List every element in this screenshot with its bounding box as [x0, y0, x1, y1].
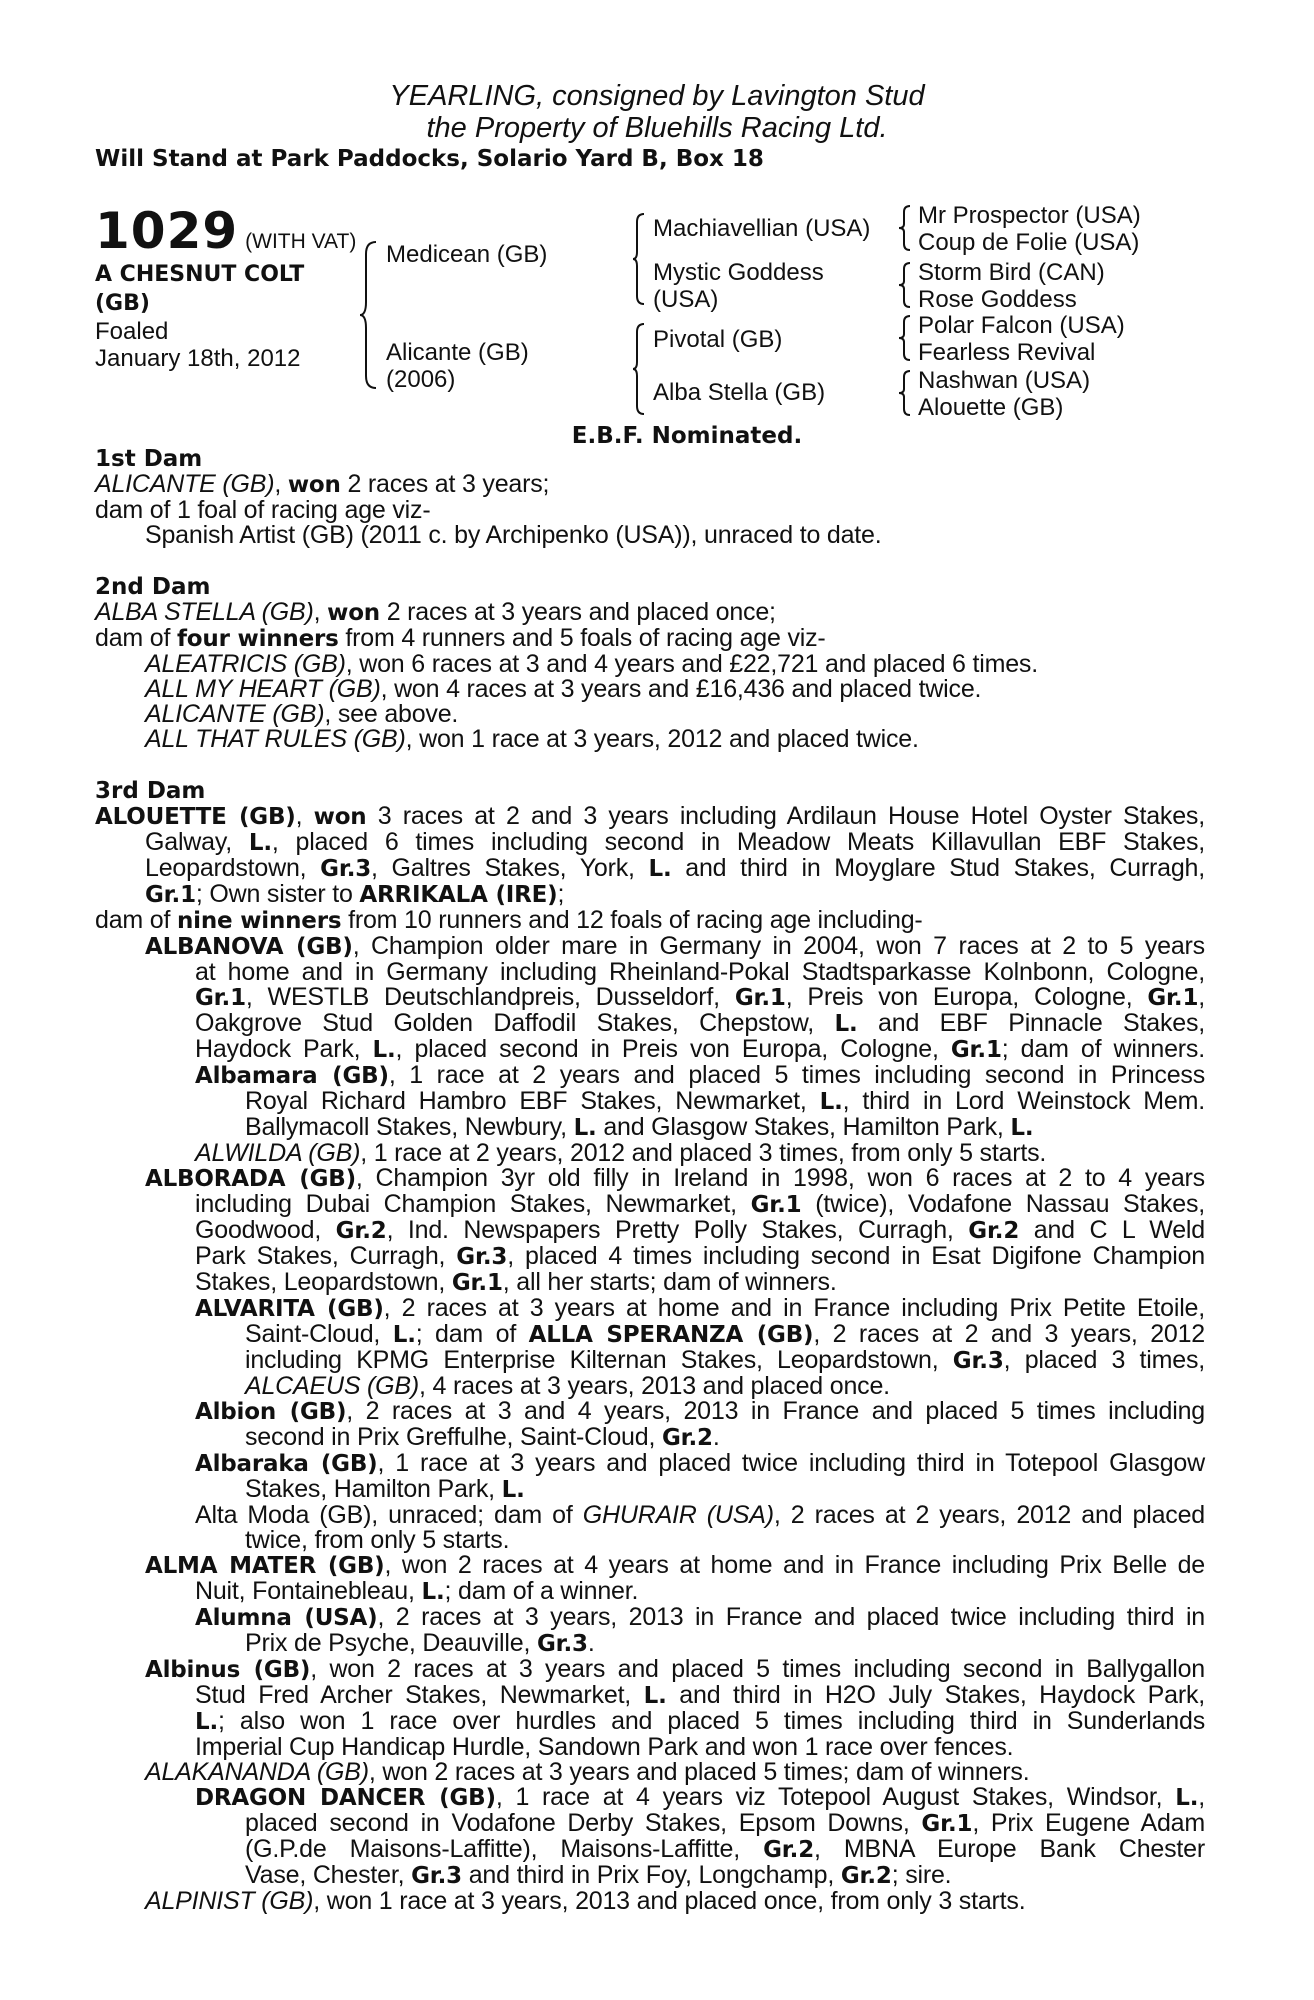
- brace-g56: [898, 314, 912, 362]
- ancestor-1: Mr Prospector (USA): [918, 202, 1141, 229]
- third-dam-section: [95, 779, 1205, 1914]
- text-line: ALCAEUS (GB), 4 races at 3 years, 2013 and placed once.: [245, 1372, 890, 1400]
- text-line: Gr.1; Own sister to ARRIKALA (IRE);: [145, 880, 565, 908]
- list-item: ALL THAT RULES (GB), won 1 race at 3 years, 2012 and placed twice.: [145, 725, 919, 753]
- sire-dam: [653, 259, 824, 313]
- list-item: Albion (GB), 2 races at 3 and 4 years, 2013 in France and placed 5 times including: [195, 1397, 1205, 1425]
- stable-location: Will Stand at Park Paddocks, Solario Yard B, Box 18: [95, 146, 764, 172]
- pedigree-brace-main: [358, 240, 380, 390]
- list-item: ALWILDA (GB), 1 race at 2 years, 2012 and placed 3 times, from only 5 starts.: [195, 1139, 1047, 1167]
- dam-name: [386, 339, 529, 393]
- ancestor-4: Rose Goddess: [918, 286, 1077, 313]
- third-dam-title: 3rd Dam: [95, 778, 206, 804]
- text-line: Imperial Cup Handicap Hurdle, Sandown Park and won 1 race over fences.: [195, 1733, 1014, 1761]
- third-dam-line: ALOUETTE (GB), won 3 races at 2 and 3 years including Ardilaun House Hotel Oyster Stakes,: [95, 802, 1205, 830]
- brace-g12: [898, 204, 912, 252]
- catalogue-header: [0, 80, 1314, 174]
- second-dam-produce-summary: dam of four winners from 4 runners and 5 foals of racing age viz-: [95, 624, 826, 652]
- text-line: Stakes, Leopardstown, Gr.1, all her starts; dam of winners.: [195, 1268, 837, 1296]
- list-item: ALPINIST (GB), won 1 race at 3 years, 2013 and placed once, from only 3 starts.: [145, 1887, 1026, 1915]
- list-item: ALBANOVA (GB), Champion older mare in Germany in 2004, won 7 races at 2 to 5 years: [145, 932, 1205, 960]
- text-line: Prix de Psyche, Deauville, Gr.3.: [245, 1629, 595, 1657]
- ancestor-6: Fearless Revival: [918, 339, 1096, 366]
- text-line: (G.P.de Maisons-Laffitte), Maisons-Laffitte, Gr.2, MBNA Europe Bank Chester: [245, 1835, 1205, 1863]
- list-item: DRAGON DANCER (GB), 1 race at 4 years viz Totepool August Stakes, Windsor, L.,: [195, 1783, 1206, 1811]
- ancestor-8: Alouette (GB): [918, 394, 1064, 421]
- text-line: twice, from only 5 starts.: [245, 1526, 510, 1554]
- text-line: Stakes, Hamilton Park, L.: [245, 1475, 525, 1503]
- text-line: L.; also won 1 race over hurdles and placed 5 times including third in Sunderlands: [195, 1707, 1205, 1735]
- pedigree-brace-dam: [632, 322, 646, 416]
- colt-origin: (GB): [95, 291, 150, 316]
- dam-year: (2006): [386, 366, 456, 393]
- list-item: ALVARITA (GB), 2 races at 3 years at home and in France including Prix Petite Etoile,: [195, 1294, 1205, 1322]
- lot-number: 1029: [95, 202, 239, 260]
- list-item: ALBORADA (GB), Champion 3yr old filly in Ireland in 1998, won 6 races at 2 to 4 years: [145, 1164, 1205, 1192]
- list-item: ALMA MATER (GB), won 2 races at 4 years at home and in France including Prix Belle de: [145, 1551, 1205, 1579]
- text-line: Stud Fred Archer Stakes, Newmarket, L. and third in H2O July Stakes, Haydock Park,: [195, 1681, 1205, 1709]
- text-line: Gr.1, WESTLB Deutschlandpreis, Dusseldorf, Gr.1, Preis von Europa, Cologne, Gr.1,: [195, 983, 1205, 1011]
- first-dam-section: [95, 447, 1205, 548]
- list-item: ALL MY HEART (GB), won 4 races at 3 years and £16,436 and placed twice.: [145, 675, 982, 703]
- lot-description: [95, 260, 355, 318]
- text-line: Haydock Park, L., placed second in Preis von Europa, Cologne, Gr.1; dam of winners.: [195, 1035, 1205, 1063]
- brace-g34: [898, 261, 912, 309]
- list-item: Albamara (GB), 1 race at 2 years and placed 5 times including second in Princess: [195, 1061, 1205, 1089]
- colt-label: A CHESNUT COLT: [95, 262, 305, 287]
- text-line: including Dubai Champion Stakes, Newmarket, Gr.1 (twice), Vodafone Nassau Stakes,: [195, 1190, 1205, 1218]
- ancestor-7: Nashwan (USA): [918, 367, 1091, 394]
- text-line: including KPMG Enterprise Kilternan Stakes, Leopardstown, Gr.3, placed 3 times,: [245, 1346, 1205, 1374]
- text-line: Leopardstown, Gr.3, Galtres Stakes, York, L. and third in Moyglare Stud Stakes, Curragh,: [145, 854, 1205, 882]
- foaled-value: January 18th, 2012: [95, 345, 301, 372]
- dam-name-text: Alicante (GB): [386, 339, 529, 366]
- ebf-nominated: E.B.F. Nominated.: [571, 423, 803, 449]
- text-line: Ballymacoll Stakes, Newbury, L. and Glasgow Stakes, Hamilton Park, L.: [245, 1113, 1034, 1141]
- sire-sire: Machiavellian (USA): [653, 215, 871, 242]
- second-dam-line: ALBA STELLA (GB), won 2 races at 3 years and placed once;: [95, 598, 776, 626]
- text-line: at home and in Germany including Rheinland-Pokal Stadtsparkasse Kolnbonn, Cologne,: [195, 958, 1205, 986]
- sire-dam-origin: (USA): [653, 286, 719, 313]
- list-item: ALICANTE (GB), see above.: [145, 700, 459, 728]
- ancestor-2: Coup de Folie (USA): [918, 229, 1140, 256]
- ancestor-3: Storm Bird (CAN): [918, 259, 1105, 286]
- first-dam-produce: Spanish Artist (GB) (2011 c. by Archipenko (USA)), unraced to date.: [145, 521, 882, 549]
- dam-dam: Alba Stella (GB): [653, 379, 826, 406]
- list-item: Albaraka (GB), 1 race at 3 years and placed twice including third in Totepool Glasgow: [195, 1449, 1205, 1477]
- second-dam-section: [95, 575, 1205, 752]
- text-line: Goodwood, Gr.2, Ind. Newspapers Pretty Polly Stakes, Curragh, Gr.2 and C L Weld: [195, 1216, 1205, 1244]
- text-line: Royal Richard Hambro EBF Stakes, Newmarket, L., third in Lord Weinstock Mem.: [245, 1087, 1205, 1115]
- sire-name: Medicean (GB): [386, 241, 548, 268]
- first-dam-foals: dam of 1 foal of racing age viz-: [95, 496, 431, 524]
- text-line: Nuit, Fontainebleau, L.; dam of a winner.: [195, 1577, 639, 1605]
- text-line: Saint-Cloud, L.; dam of ALLA SPERANZA (GB), 2 races at 2 and 3 years, 2012: [245, 1320, 1206, 1348]
- ancestor-5: Polar Falcon (USA): [918, 312, 1125, 339]
- text-line: Oakgrove Stud Golden Daffodil Stakes, Chepstow, L. and EBF Pinnacle Stakes,: [195, 1009, 1206, 1037]
- sire-dam-text: Mystic Goddess: [653, 259, 824, 286]
- list-item: ALAKANANDA (GB), won 2 races at 3 years and placed 5 times; dam of winners.: [145, 1758, 1030, 1786]
- owner-line: the Property of Bluehills Racing Ltd.: [426, 112, 888, 144]
- foaled-date: [95, 318, 356, 372]
- lot-info: [95, 204, 356, 372]
- list-item: Albinus (GB), won 2 races at 3 years and placed 5 times including second in Ballygallon: [145, 1655, 1205, 1683]
- dam-sire: Pivotal (GB): [653, 326, 783, 353]
- list-item: ALEATRICIS (GB), won 6 races at 3 and 4 years and £22,721 and placed 6 times.: [145, 650, 1038, 678]
- list-item: Alumna (USA), 2 races at 3 years, 2013 in France and placed twice including third in: [195, 1603, 1206, 1631]
- consignor-line: YEARLING, consigned by Lavington Stud: [389, 80, 925, 112]
- text-line: Park Stakes, Curragh, Gr.3, placed 4 times including second in Esat Digifone Champion: [195, 1242, 1206, 1270]
- second-dam-title: 2nd Dam: [95, 574, 211, 600]
- first-dam-line: ALICANTE (GB), won 2 races at 3 years;: [95, 470, 550, 498]
- text-line: Vase, Chester, Gr.3 and third in Prix Foy, Longchamp, Gr.2; sire.: [245, 1861, 952, 1889]
- third-dam-produce-summary: dam of nine winners from 10 runners and 12 foals of racing age including-: [95, 906, 923, 934]
- pedigree-brace-sire: [632, 212, 646, 306]
- list-item: Alta Moda (GB), unraced; dam of GHURAIR (USA), 2 races at 2 years, 2012 and placed: [195, 1501, 1206, 1529]
- first-dam-title: 1st Dam: [95, 446, 203, 472]
- text-line: second in Prix Greffulhe, Saint-Cloud, Gr.2.: [245, 1423, 720, 1451]
- text-line: placed second in Vodafone Derby Stakes, Epsom Downs, Gr.1, Prix Eugene Adam: [245, 1809, 1205, 1837]
- vat-note: (WITH VAT): [245, 230, 357, 253]
- brace-g78: [898, 369, 912, 417]
- foaled-label: Foaled: [95, 318, 169, 345]
- text-line: Galway, L., placed 6 times including second in Meadow Meats Killavullan EBF Stakes,: [145, 828, 1205, 856]
